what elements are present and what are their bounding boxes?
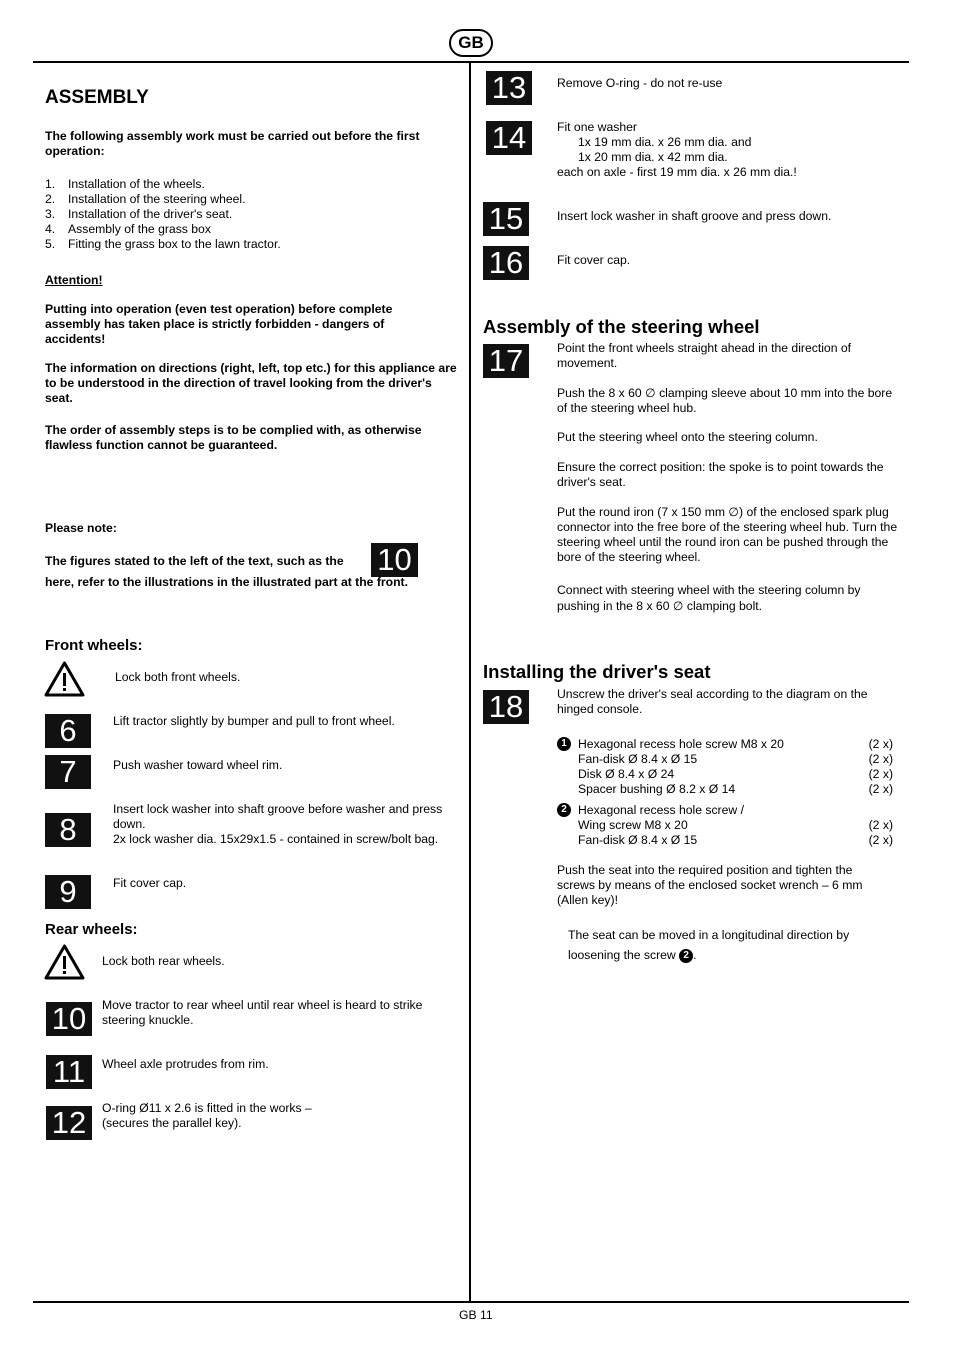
- parts-group-2: [557, 803, 893, 848]
- step-14-line-2: 1x 19 mm dia. x 26 mm dia. and: [578, 135, 752, 149]
- section-title: ASSEMBLY: [45, 87, 149, 108]
- step-badge-13: 13: [486, 71, 532, 105]
- step-6-text: Lift tractor slightly by bumper and pull to front wheel.: [113, 714, 395, 728]
- step-10-text: Move tractor to rear wheel until rear wheel is heard to strike steering knuckle.: [102, 998, 423, 1027]
- marker-2-icon: 2: [557, 803, 571, 817]
- seat-paragraph-3-line-1: The seat can be moved in a longitudinal direction by: [568, 928, 850, 942]
- figure-badge-example: 10: [371, 543, 418, 577]
- step-badge-6: 6: [45, 714, 91, 748]
- parts-row: Wing screw M8 x 20 (2 x): [578, 818, 893, 832]
- step-16-text: Fit cover cap.: [557, 253, 631, 267]
- warning-paragraph-2: The information on directions (right, left, top etc.) for this appliance are to be understood in the direction of travel looking from the driver's seat.: [45, 361, 457, 405]
- drivers-seat-heading: Installing the driver's seat: [483, 661, 711, 682]
- list-item: 5. Fitting the grass box to the lawn tractor.: [45, 237, 281, 251]
- step-15-text: Insert lock washer in shaft groove and press down.: [557, 209, 832, 223]
- footer-rule: [33, 1301, 909, 1303]
- front-wheels-warning-text: Lock both front wheels.: [115, 670, 241, 684]
- step-14-line-3: 1x 20 mm dia. x 42 mm dia.: [578, 150, 728, 164]
- column-divider: [469, 61, 471, 1302]
- step-badge-9: 9: [45, 875, 91, 909]
- step-badge-11: 11: [46, 1055, 92, 1089]
- steering-paragraph-1: Point the front wheels straight ahead in the direction of movement.: [557, 341, 852, 370]
- step-badge-16: 16: [483, 246, 529, 280]
- step-badge-18: 18: [483, 690, 529, 724]
- intro-text: The following assembly work must be carried out before the first operation:: [45, 129, 420, 158]
- parts-row: Spacer bushing Ø 8.2 x Ø 14 (2 x): [578, 782, 893, 796]
- language-badge: GB: [449, 29, 493, 57]
- seat-paragraph-1: Unscrew the driver's seal according to the diagram on the hinged console.: [557, 687, 868, 716]
- steering-paragraph-4: Ensure the correct position: the spoke is to point towards the driver's seat.: [557, 460, 884, 489]
- step-11-text: Wheel axle protrudes from rim.: [102, 1057, 269, 1071]
- header-rule: [33, 61, 909, 63]
- assembly-steps-list: [45, 177, 457, 252]
- step-badge-7: 7: [45, 755, 91, 789]
- step-8-line-2: 2x lock washer dia. 15x29x1.5 - contained in screw/bolt bag.: [113, 832, 439, 846]
- step-8-text: [113, 802, 465, 847]
- step-12-text: [102, 1101, 452, 1131]
- step-badge-10: 10: [46, 1002, 92, 1036]
- warning-paragraph-3: The order of assembly steps is to be complied with, as otherwise flawless function cannot be guaranteed.: [45, 423, 422, 452]
- step-badge-12: 12: [46, 1106, 92, 1140]
- figures-note-line-2: here, refer to the illustrations in the illustrated part at the front.: [45, 575, 408, 589]
- marker-2-icon: 2: [679, 949, 693, 963]
- list-item: 4. Assembly of the grass box: [45, 222, 211, 236]
- parts-group-1: [557, 737, 893, 797]
- marker-1-icon: 1: [557, 737, 571, 751]
- parts-row: Fan-disk Ø 8.4 x Ø 15 (2 x): [578, 752, 893, 766]
- warning-paragraph-1: Putting into operation (even test operation) before complete assembly has taken place is strictly forbidden - dangers of accidents!: [45, 302, 393, 346]
- step-9-text: Fit cover cap.: [113, 876, 187, 890]
- steering-wheel-heading: Assembly of the steering wheel: [483, 316, 760, 337]
- front-wheels-heading: Front wheels:: [45, 637, 143, 654]
- warning-triangle-icon: [44, 944, 85, 980]
- list-item: 2. Installation of the steering wheel.: [45, 192, 246, 206]
- step-12-line-1: O-ring Ø11 x 2.6 is fitted in the works –: [102, 1101, 312, 1115]
- steering-paragraph-3: Put the steering wheel onto the steering column.: [557, 430, 818, 444]
- step-12-line-2: (secures the parallel key).: [102, 1116, 242, 1130]
- page-number: GB 11: [459, 1308, 493, 1322]
- steering-paragraph-2: Push the 8 x 60 ∅ clamping sleeve about 10 mm into the bore of the steering wheel hub.: [557, 386, 893, 415]
- step-badge-14: 14: [486, 121, 532, 155]
- warning-triangle-icon: [44, 661, 85, 697]
- list-item: 3. Installation of the driver's seat.: [45, 207, 233, 221]
- list-item: 1. Installation of the wheels.: [45, 177, 205, 191]
- step-14-text: [557, 120, 897, 180]
- parts-row: 1 Hexagonal recess hole screw M8 x 20 (2 x): [557, 737, 893, 752]
- step-7-text: Push washer toward wheel rim.: [113, 758, 283, 772]
- rear-wheels-heading: Rear wheels:: [45, 921, 138, 938]
- step-14-line-4: each on axle - first 19 mm dia. x 26 mm dia.!: [557, 165, 797, 179]
- steering-paragraph-6: Connect with steering wheel with the steering column by pushing in the 8 x 60 ∅ clamping bolt.: [557, 583, 861, 613]
- step-badge-17: 17: [483, 344, 529, 378]
- seat-paragraph-2: Push the seat into the required position and tighten the screws by means of the enclosed socket wrench – 6 mm (Allen key)!: [557, 863, 863, 907]
- step-13-text: Remove O-ring - do not re-use: [557, 76, 723, 90]
- please-note-label: Please note:: [45, 521, 117, 535]
- rear-wheels-warning-text: Lock both rear wheels.: [102, 954, 225, 968]
- step-8-line-1: Insert lock washer into shaft groove before washer and press down.: [113, 802, 443, 831]
- steering-paragraph-5: Put the round iron (7 x 150 mm ∅) of the enclosed spark plug connector into the free bore of the steering wheel hub. Turn the steering wheel until the round iron can be pushed through the bore of the steering wheel.: [557, 505, 898, 564]
- parts-row: Disk Ø 8.4 x Ø 24 (2 x): [578, 767, 893, 781]
- parts-row: Fan-disk Ø 8.4 x Ø 15 (2 x): [578, 833, 893, 847]
- figures-note-line-1: The figures stated to the left of the text, such as the: [45, 554, 344, 568]
- parts-row: 2 Hexagonal recess hole screw /: [557, 803, 893, 818]
- seat-paragraph-3-line-2: loosening the screw 2 .: [568, 948, 697, 962]
- step-14-line-1: Fit one washer: [557, 120, 637, 134]
- step-badge-8: 8: [45, 813, 91, 847]
- seat-paragraph-3: [568, 925, 888, 965]
- attention-label: Attention!: [45, 273, 103, 287]
- step-badge-15: 15: [483, 202, 529, 236]
